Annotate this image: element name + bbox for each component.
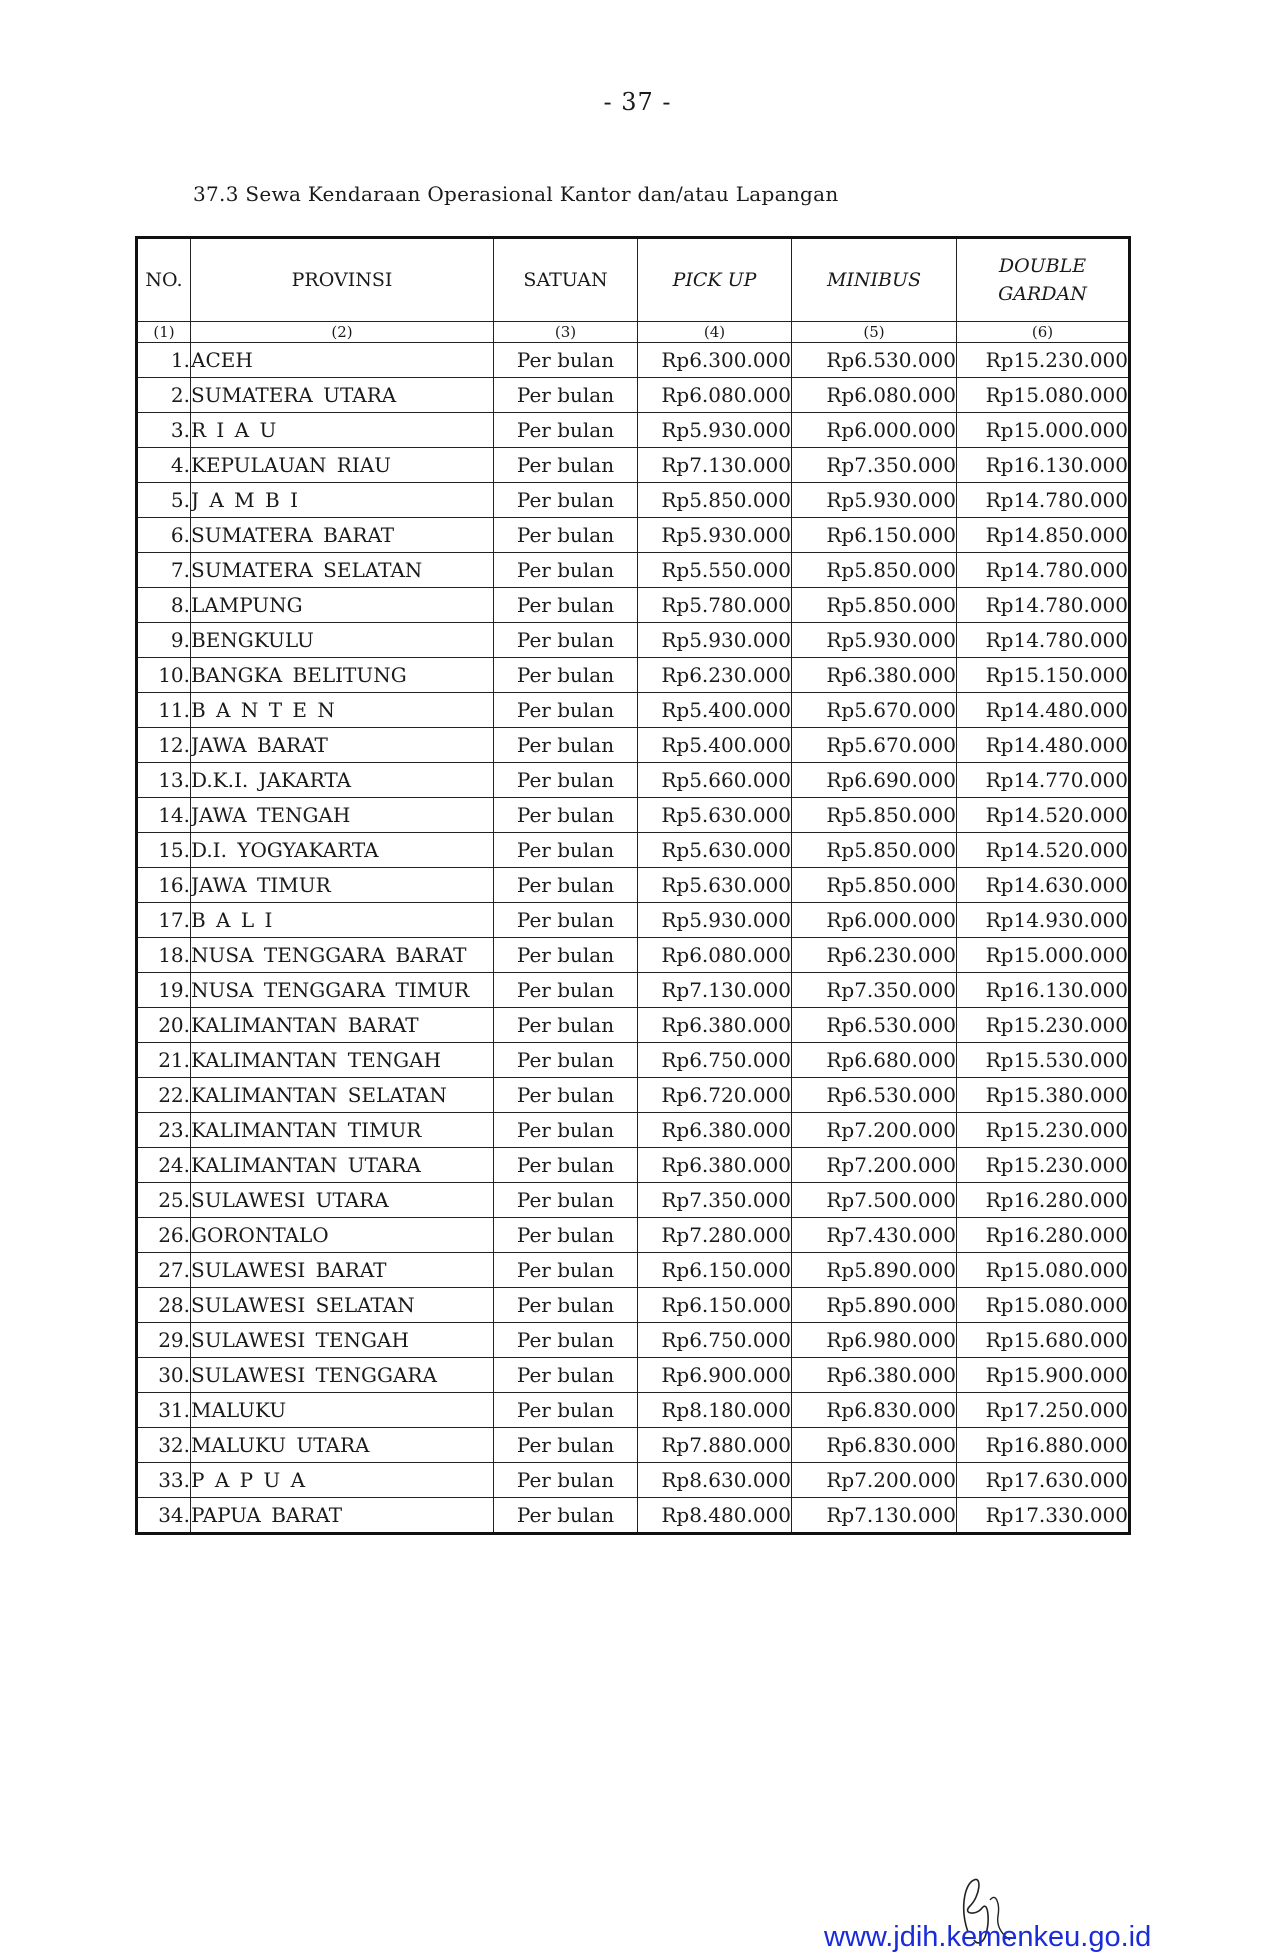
pickup-rate: Rp5.930.000	[638, 903, 792, 938]
province-name: SULAWESI TENGGARA	[191, 1358, 494, 1393]
table-row	[137, 798, 1130, 833]
row-number: 27.	[137, 1253, 191, 1288]
double-gardan-rate: Rp16.130.000	[957, 973, 1130, 1008]
unit: Per bulan	[494, 1393, 638, 1428]
minibus-rate: Rp5.850.000	[792, 588, 957, 623]
double-gardan-rate: Rp15.230.000	[957, 1008, 1130, 1043]
column-number: (5)	[792, 322, 957, 343]
minibus-rate: Rp6.230.000	[792, 938, 957, 973]
unit: Per bulan	[494, 973, 638, 1008]
province-name: BANGKA BELITUNG	[191, 658, 494, 693]
unit: Per bulan	[494, 1183, 638, 1218]
double-gardan-rate: Rp14.780.000	[957, 483, 1130, 518]
table-row	[137, 1288, 1130, 1323]
unit: Per bulan	[494, 1498, 638, 1534]
unit: Per bulan	[494, 658, 638, 693]
minibus-rate: Rp7.130.000	[792, 1498, 957, 1534]
double-gardan-rate: Rp14.480.000	[957, 693, 1130, 728]
province-name: BENGKULU	[191, 623, 494, 658]
row-number: 22.	[137, 1078, 191, 1113]
double-gardan-rate: Rp16.130.000	[957, 448, 1130, 483]
province-name: SULAWESI BARAT	[191, 1253, 494, 1288]
table-row	[137, 1358, 1130, 1393]
minibus-rate: Rp7.430.000	[792, 1218, 957, 1253]
minibus-rate: Rp7.500.000	[792, 1183, 957, 1218]
province-name: J A M B I	[191, 483, 494, 518]
row-number: 26.	[137, 1218, 191, 1253]
double-gardan-rate: Rp15.530.000	[957, 1043, 1130, 1078]
unit: Per bulan	[494, 1323, 638, 1358]
minibus-rate: Rp5.670.000	[792, 728, 957, 763]
table-row	[137, 1463, 1130, 1498]
province-name: KALIMANTAN SELATAN	[191, 1078, 494, 1113]
table-row	[137, 623, 1130, 658]
row-number: 29.	[137, 1323, 191, 1358]
unit: Per bulan	[494, 623, 638, 658]
row-number: 5.	[137, 483, 191, 518]
column-number-row	[137, 322, 1130, 343]
minibus-rate: Rp6.830.000	[792, 1428, 957, 1463]
minibus-rate: Rp6.680.000	[792, 1043, 957, 1078]
header-double-line2: GARDAN	[998, 283, 1087, 305]
pickup-rate: Rp7.350.000	[638, 1183, 792, 1218]
table-row	[137, 973, 1130, 1008]
row-number: 6.	[137, 518, 191, 553]
province-name: P A P U A	[191, 1463, 494, 1498]
footer-url-link[interactable]: www.jdih.kemenkeu.go.id	[824, 1921, 1152, 1953]
province-name: LAMPUNG	[191, 588, 494, 623]
minibus-rate: Rp6.530.000	[792, 343, 957, 378]
unit: Per bulan	[494, 1078, 638, 1113]
table-row	[137, 483, 1130, 518]
province-name: D.K.I. JAKARTA	[191, 763, 494, 798]
minibus-rate: Rp5.850.000	[792, 798, 957, 833]
header-minibus: MINIBUS	[792, 238, 957, 322]
minibus-rate: Rp6.000.000	[792, 413, 957, 448]
unit: Per bulan	[494, 868, 638, 903]
double-gardan-rate: Rp14.780.000	[957, 553, 1130, 588]
province-name: SUMATERA SELATAN	[191, 553, 494, 588]
province-name: SUMATERA BARAT	[191, 518, 494, 553]
minibus-rate: Rp5.670.000	[792, 693, 957, 728]
minibus-rate: Rp5.850.000	[792, 553, 957, 588]
double-gardan-rate: Rp16.880.000	[957, 1428, 1130, 1463]
double-gardan-rate: Rp14.770.000	[957, 763, 1130, 798]
table-row	[137, 1393, 1130, 1428]
pickup-rate: Rp7.130.000	[638, 973, 792, 1008]
table-row	[137, 1253, 1130, 1288]
minibus-rate: Rp7.200.000	[792, 1113, 957, 1148]
pickup-rate: Rp5.400.000	[638, 728, 792, 763]
province-name: SULAWESI SELATAN	[191, 1288, 494, 1323]
unit: Per bulan	[494, 483, 638, 518]
row-number: 3.	[137, 413, 191, 448]
double-gardan-rate: Rp15.000.000	[957, 938, 1130, 973]
double-gardan-rate: Rp14.780.000	[957, 623, 1130, 658]
minibus-rate: Rp7.200.000	[792, 1463, 957, 1498]
pickup-rate: Rp6.750.000	[638, 1043, 792, 1078]
minibus-rate: Rp6.830.000	[792, 1393, 957, 1428]
province-name: PAPUA BARAT	[191, 1498, 494, 1534]
row-number: 11.	[137, 693, 191, 728]
table-row	[137, 1183, 1130, 1218]
province-name: D.I. YOGYAKARTA	[191, 833, 494, 868]
table-header-row	[137, 238, 1130, 322]
pickup-rate: Rp8.480.000	[638, 1498, 792, 1534]
row-number: 30.	[137, 1358, 191, 1393]
row-number: 19.	[137, 973, 191, 1008]
row-number: 14.	[137, 798, 191, 833]
pickup-rate: Rp6.900.000	[638, 1358, 792, 1393]
pickup-rate: Rp7.130.000	[638, 448, 792, 483]
pickup-rate: Rp5.400.000	[638, 693, 792, 728]
unit: Per bulan	[494, 833, 638, 868]
header-satuan: SATUAN	[494, 238, 638, 322]
table-row	[137, 693, 1130, 728]
unit: Per bulan	[494, 553, 638, 588]
minibus-rate: Rp5.850.000	[792, 868, 957, 903]
unit: Per bulan	[494, 1463, 638, 1498]
pickup-rate: Rp6.750.000	[638, 1323, 792, 1358]
unit: Per bulan	[494, 1113, 638, 1148]
row-number: 20.	[137, 1008, 191, 1043]
minibus-rate: Rp5.890.000	[792, 1288, 957, 1323]
pickup-rate: Rp6.720.000	[638, 1078, 792, 1113]
unit: Per bulan	[494, 378, 638, 413]
pickup-rate: Rp6.080.000	[638, 378, 792, 413]
province-name: JAWA TIMUR	[191, 868, 494, 903]
pickup-rate: Rp5.660.000	[638, 763, 792, 798]
minibus-rate: Rp7.350.000	[792, 973, 957, 1008]
double-gardan-rate: Rp14.480.000	[957, 728, 1130, 763]
table-row	[137, 1428, 1130, 1463]
table-row	[137, 1008, 1130, 1043]
pickup-rate: Rp5.630.000	[638, 798, 792, 833]
unit: Per bulan	[494, 518, 638, 553]
unit: Per bulan	[494, 1043, 638, 1078]
minibus-rate: Rp5.930.000	[792, 623, 957, 658]
province-name: KEPULAUAN RIAU	[191, 448, 494, 483]
table-row	[137, 833, 1130, 868]
row-number: 15.	[137, 833, 191, 868]
province-name: SULAWESI UTARA	[191, 1183, 494, 1218]
section-title: 37.3 Sewa Kendaraan Operasional Kantor dan/atau Lapangan	[193, 182, 839, 206]
double-gardan-rate: Rp14.780.000	[957, 588, 1130, 623]
row-number: 2.	[137, 378, 191, 413]
province-name: NUSA TENGGARA TIMUR	[191, 973, 494, 1008]
province-name: NUSA TENGGARA BARAT	[191, 938, 494, 973]
table-row	[137, 903, 1130, 938]
minibus-rate: Rp7.200.000	[792, 1148, 957, 1183]
minibus-rate: Rp6.380.000	[792, 1358, 957, 1393]
double-gardan-rate: Rp17.630.000	[957, 1463, 1130, 1498]
row-number: 23.	[137, 1113, 191, 1148]
unit: Per bulan	[494, 343, 638, 378]
double-gardan-rate: Rp14.930.000	[957, 903, 1130, 938]
pickup-rate: Rp5.630.000	[638, 868, 792, 903]
double-gardan-rate: Rp15.000.000	[957, 413, 1130, 448]
unit: Per bulan	[494, 728, 638, 763]
table-row	[137, 1148, 1130, 1183]
table-row	[137, 1218, 1130, 1253]
province-name: KALIMANTAN TENGAH	[191, 1043, 494, 1078]
pickup-rate: Rp8.180.000	[638, 1393, 792, 1428]
double-gardan-rate: Rp15.230.000	[957, 1113, 1130, 1148]
table-row	[137, 1043, 1130, 1078]
minibus-rate: Rp6.530.000	[792, 1008, 957, 1043]
table-row	[137, 448, 1130, 483]
double-gardan-rate: Rp15.230.000	[957, 1148, 1130, 1183]
minibus-rate: Rp6.530.000	[792, 1078, 957, 1113]
row-number: 12.	[137, 728, 191, 763]
pickup-rate: Rp6.380.000	[638, 1113, 792, 1148]
minibus-rate: Rp5.850.000	[792, 833, 957, 868]
unit: Per bulan	[494, 588, 638, 623]
unit: Per bulan	[494, 413, 638, 448]
pickup-rate: Rp6.080.000	[638, 938, 792, 973]
minibus-rate: Rp6.380.000	[792, 658, 957, 693]
unit: Per bulan	[494, 448, 638, 483]
double-gardan-rate: Rp14.520.000	[957, 833, 1130, 868]
pickup-rate: Rp6.150.000	[638, 1288, 792, 1323]
row-number: 10.	[137, 658, 191, 693]
row-number: 34.	[137, 1498, 191, 1534]
row-number: 28.	[137, 1288, 191, 1323]
table-row	[137, 518, 1130, 553]
province-name: KALIMANTAN UTARA	[191, 1148, 494, 1183]
province-name: MALUKU UTARA	[191, 1428, 494, 1463]
table-row	[137, 553, 1130, 588]
province-name: JAWA BARAT	[191, 728, 494, 763]
double-gardan-rate: Rp14.630.000	[957, 868, 1130, 903]
unit: Per bulan	[494, 1218, 638, 1253]
pickup-rate: Rp5.630.000	[638, 833, 792, 868]
pickup-rate: Rp6.230.000	[638, 658, 792, 693]
double-gardan-rate: Rp17.330.000	[957, 1498, 1130, 1534]
table-row	[137, 413, 1130, 448]
row-number: 33.	[137, 1463, 191, 1498]
unit: Per bulan	[494, 1358, 638, 1393]
minibus-rate: Rp6.080.000	[792, 378, 957, 413]
province-name: SUMATERA UTARA	[191, 378, 494, 413]
province-name: GORONTALO	[191, 1218, 494, 1253]
minibus-rate: Rp6.150.000	[792, 518, 957, 553]
double-gardan-rate: Rp17.250.000	[957, 1393, 1130, 1428]
row-number: 9.	[137, 623, 191, 658]
double-gardan-rate: Rp15.080.000	[957, 1253, 1130, 1288]
header-double-gardan	[957, 238, 1130, 322]
pickup-rate: Rp6.380.000	[638, 1148, 792, 1183]
unit: Per bulan	[494, 1428, 638, 1463]
pickup-rate: Rp6.300.000	[638, 343, 792, 378]
pickup-rate: Rp5.550.000	[638, 553, 792, 588]
table-body	[137, 343, 1130, 1534]
minibus-rate: Rp6.980.000	[792, 1323, 957, 1358]
pickup-rate: Rp5.930.000	[638, 518, 792, 553]
table-row	[137, 1323, 1130, 1358]
double-gardan-rate: Rp14.850.000	[957, 518, 1130, 553]
table-row	[137, 1078, 1130, 1113]
column-number: (1)	[137, 322, 191, 343]
pickup-rate: Rp6.150.000	[638, 1253, 792, 1288]
minibus-rate: Rp5.930.000	[792, 483, 957, 518]
header-pickup: PICK UP	[638, 238, 792, 322]
double-gardan-rate: Rp16.280.000	[957, 1218, 1130, 1253]
header-no: NO.	[137, 238, 191, 322]
province-name: R I A U	[191, 413, 494, 448]
unit: Per bulan	[494, 763, 638, 798]
province-name: KALIMANTAN TIMUR	[191, 1113, 494, 1148]
pickup-rate: Rp7.880.000	[638, 1428, 792, 1463]
province-name: B A L I	[191, 903, 494, 938]
row-number: 24.	[137, 1148, 191, 1183]
unit: Per bulan	[494, 1253, 638, 1288]
double-gardan-rate: Rp15.380.000	[957, 1078, 1130, 1113]
row-number: 31.	[137, 1393, 191, 1428]
pickup-rate: Rp5.850.000	[638, 483, 792, 518]
table-row	[137, 868, 1130, 903]
minibus-rate: Rp5.890.000	[792, 1253, 957, 1288]
unit: Per bulan	[494, 1008, 638, 1043]
pickup-rate: Rp5.780.000	[638, 588, 792, 623]
double-gardan-rate: Rp15.680.000	[957, 1323, 1130, 1358]
row-number: 8.	[137, 588, 191, 623]
header-double-line1: DOUBLE	[998, 255, 1087, 277]
double-gardan-rate: Rp15.080.000	[957, 1288, 1130, 1323]
table-row	[137, 343, 1130, 378]
unit: Per bulan	[494, 938, 638, 973]
province-name: ACEH	[191, 343, 494, 378]
minibus-rate: Rp6.690.000	[792, 763, 957, 798]
unit: Per bulan	[494, 1148, 638, 1183]
province-name: B A N T E N	[191, 693, 494, 728]
province-name: JAWA TENGAH	[191, 798, 494, 833]
table-row	[137, 728, 1130, 763]
table-row	[137, 763, 1130, 798]
column-number: (6)	[957, 322, 1130, 343]
double-gardan-rate: Rp14.520.000	[957, 798, 1130, 833]
row-number: 1.	[137, 343, 191, 378]
row-number: 16.	[137, 868, 191, 903]
row-number: 4.	[137, 448, 191, 483]
page-number: - 37 -	[603, 88, 672, 116]
pickup-rate: Rp5.930.000	[638, 413, 792, 448]
pickup-rate: Rp6.380.000	[638, 1008, 792, 1043]
row-number: 21.	[137, 1043, 191, 1078]
table-row	[137, 378, 1130, 413]
unit: Per bulan	[494, 798, 638, 833]
minibus-rate: Rp7.350.000	[792, 448, 957, 483]
row-number: 18.	[137, 938, 191, 973]
table-row	[137, 658, 1130, 693]
row-number: 7.	[137, 553, 191, 588]
header-provinsi: PROVINSI	[191, 238, 494, 322]
pickup-rate: Rp7.280.000	[638, 1218, 792, 1253]
double-gardan-rate: Rp15.080.000	[957, 378, 1130, 413]
province-name: KALIMANTAN BARAT	[191, 1008, 494, 1043]
column-number: (4)	[638, 322, 792, 343]
double-gardan-rate: Rp16.280.000	[957, 1183, 1130, 1218]
double-gardan-rate: Rp15.900.000	[957, 1358, 1130, 1393]
table-row	[137, 1113, 1130, 1148]
unit: Per bulan	[494, 1288, 638, 1323]
unit: Per bulan	[494, 693, 638, 728]
province-name: MALUKU	[191, 1393, 494, 1428]
pickup-rate: Rp5.930.000	[638, 623, 792, 658]
unit: Per bulan	[494, 903, 638, 938]
table-row	[137, 938, 1130, 973]
table-row	[137, 1498, 1130, 1534]
row-number: 13.	[137, 763, 191, 798]
rates-table	[135, 236, 1131, 1535]
double-gardan-rate: Rp15.150.000	[957, 658, 1130, 693]
table-row	[137, 588, 1130, 623]
province-name: SULAWESI TENGAH	[191, 1323, 494, 1358]
column-number: (2)	[191, 322, 494, 343]
row-number: 17.	[137, 903, 191, 938]
double-gardan-rate: Rp15.230.000	[957, 343, 1130, 378]
pickup-rate: Rp8.630.000	[638, 1463, 792, 1498]
row-number: 25.	[137, 1183, 191, 1218]
minibus-rate: Rp6.000.000	[792, 903, 957, 938]
row-number: 32.	[137, 1428, 191, 1463]
column-number: (3)	[494, 322, 638, 343]
